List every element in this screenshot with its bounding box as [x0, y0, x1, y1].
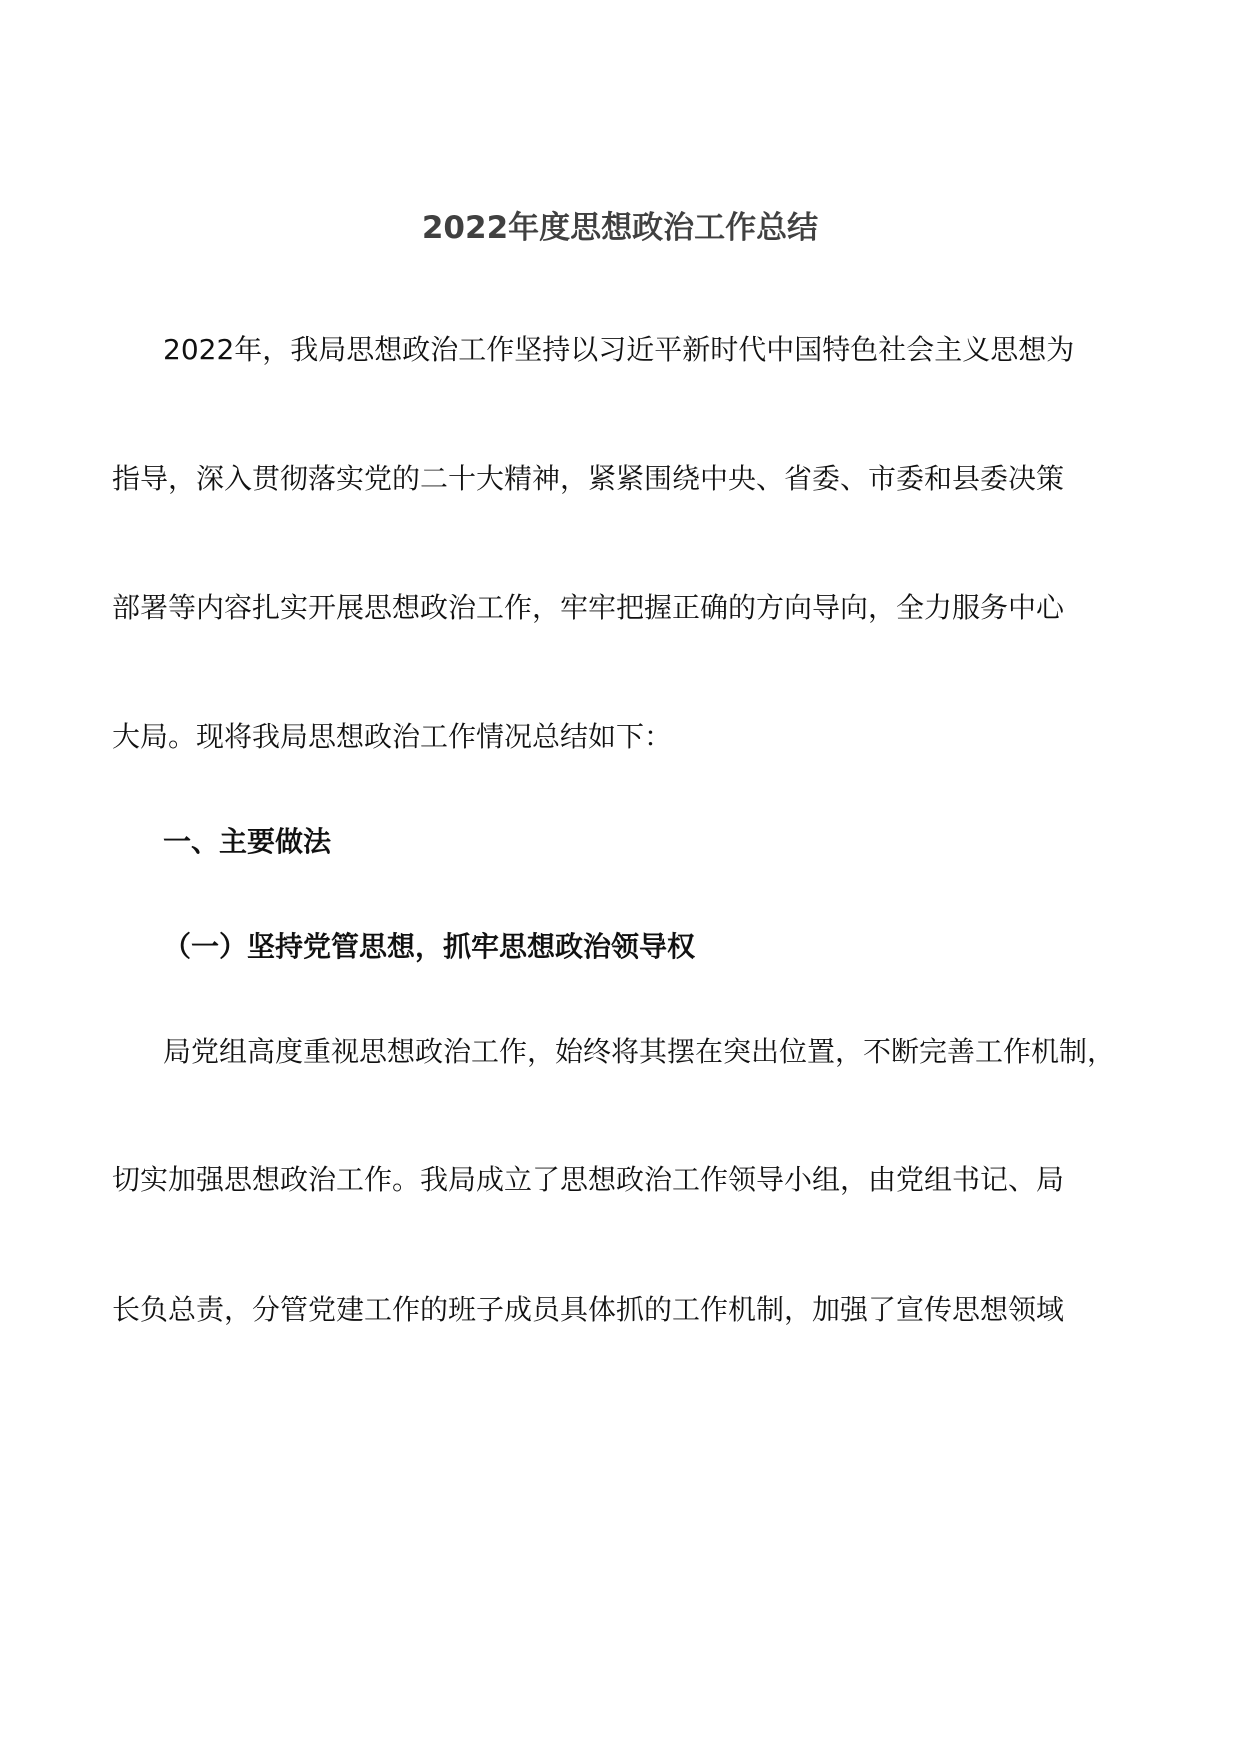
subsection-heading: （一）坚持党管思想，抓牢思想政治领导权 [163, 930, 696, 963]
intro-line: 2022年，我局思想政治工作坚持以习近平新时代中国特色社会主义思想为 [163, 333, 1075, 366]
paragraph-line: 切实加强思想政治工作。我局成立了思想政治工作领导小组，由党组书记、局 [112, 1163, 1065, 1196]
intro-line: 部署等内容扎实开展思想政治工作，牢牢把握正确的方向导向，全力服务中心 [112, 591, 1065, 624]
intro-line: 指导，深入贯彻落实党的二十大精神，紧紧围绕中央、省委、市委和县委决策 [112, 462, 1065, 495]
paragraph-line: 长负总责，分管党建工作的班子成员具体抓的工作机制，加强了宣传思想领域 [112, 1293, 1065, 1326]
section-heading: 一、主要做法 [163, 825, 332, 858]
paragraph-line: 局党组高度重视思想政治工作，始终将其摆在突出位置，不断完善工作机制， [163, 1035, 1116, 1068]
document-title: 2022年度思想政治工作总结 [421, 210, 819, 246]
intro-line: 大局。现将我局思想政治工作情况总结如下： [112, 720, 673, 753]
